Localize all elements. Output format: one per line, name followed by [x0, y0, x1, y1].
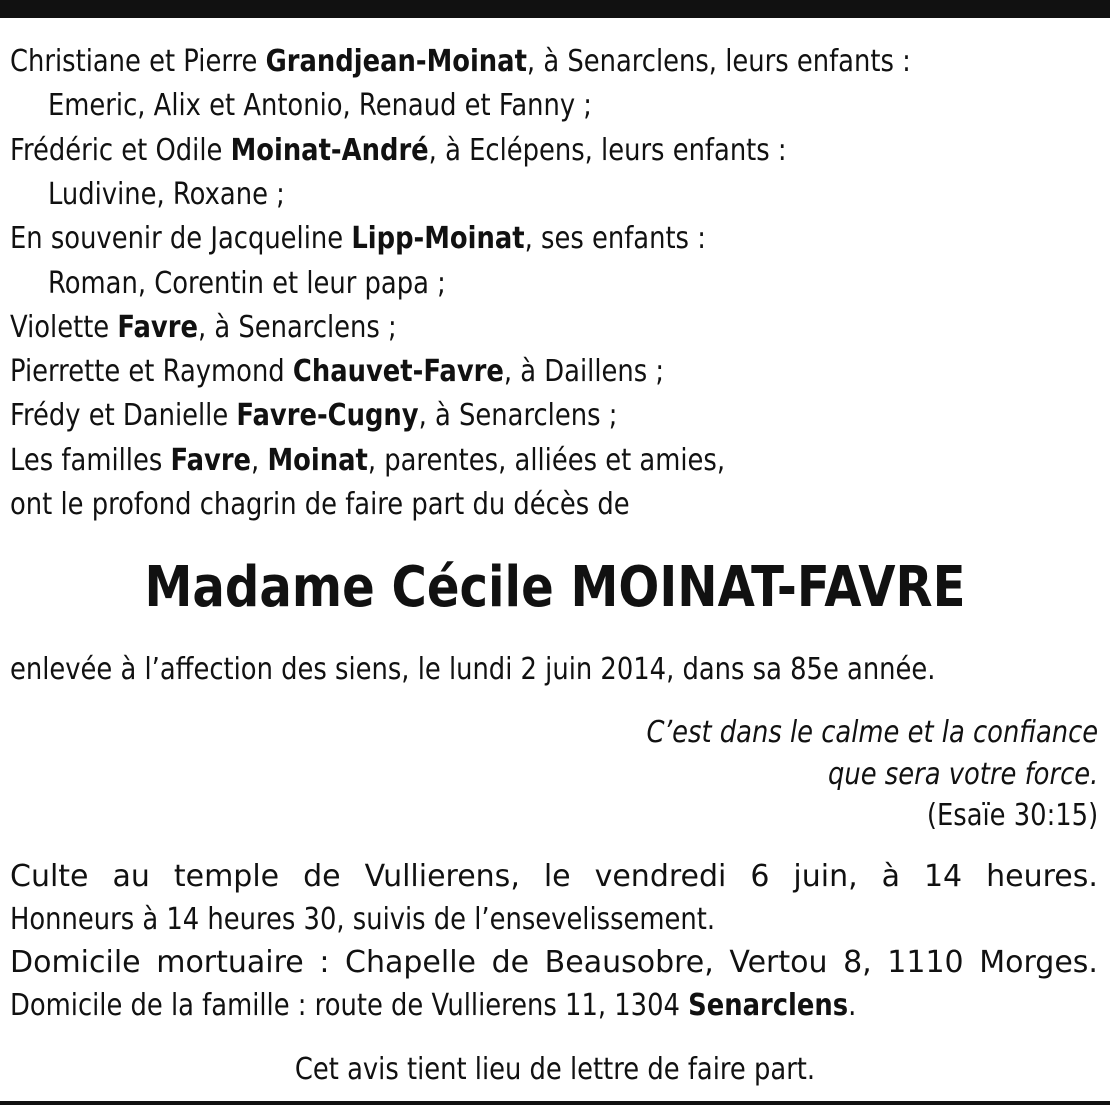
family-line-1: Christiane et Pierre Grandjean-Moinat, à Senarclens, leurs enfants :	[10, 44, 911, 79]
family-line-5: En souvenir de Jacqueline Lipp-Moinat, ses enfants :	[10, 221, 706, 256]
family-address-place: Senarclens	[688, 988, 849, 1023]
ceremony-word: Vullierens,	[364, 859, 520, 894]
mortuary-address-line	[10, 943, 1098, 983]
family-name: Chauvet-Favre	[292, 354, 504, 389]
ceremony-word: au	[112, 859, 150, 894]
family-name: Moinat	[267, 443, 368, 478]
ceremony-word: à	[881, 859, 900, 894]
ceremony-word: 14	[923, 859, 963, 894]
honours-line: Honneurs à 14 heures 30, suivis de l’ensevelissement.	[10, 902, 716, 937]
mortuary-word: :	[319, 945, 330, 980]
family-name: Grandjean-Moinat	[265, 44, 527, 79]
quote-line-2: que sera votre force.	[827, 757, 1098, 792]
mortuary-word: 8,	[843, 945, 872, 980]
ceremony-word: temple	[173, 859, 280, 894]
top-rule	[0, 0, 1110, 18]
mortuary-word: Domicile	[10, 945, 141, 980]
ceremony-word: heures.	[986, 859, 1098, 894]
family-line-8: Pierrette et Raymond Chauvet-Favre, à Daillens ;	[10, 354, 665, 389]
quote-reference: (Esaïe 30:15)	[926, 798, 1098, 833]
ceremony-word: Culte	[10, 859, 89, 894]
family-line-4: Ludivine, Roxane ;	[48, 177, 285, 212]
bottom-rule	[0, 1101, 1110, 1105]
family-address-line: Domicile de la famille : route de Vullierens 11, 1304 Senarclens.	[10, 988, 857, 1023]
family-line-6: Roman, Corentin et leur papa ;	[48, 266, 446, 301]
closing-note: Cet avis tient lieu de lettre de faire part.	[294, 1052, 816, 1087]
ceremony-line	[10, 857, 1098, 897]
quote-line-1: C’est dans le calme et la confiance	[646, 715, 1098, 750]
ceremony-word: vendredi	[594, 859, 727, 894]
family-line-2: Emeric, Alix et Antonio, Renaud et Fanny ;	[48, 88, 593, 123]
family-line-7: Violette Favre, à Senarclens ;	[10, 310, 397, 345]
family-name: Lipp-Moinat	[351, 221, 525, 256]
announcement-line: ont le profond chagrin de faire part du décès de	[10, 487, 630, 522]
mortuary-word: Beausobre,	[544, 945, 714, 980]
family-name: Moinat-André	[230, 133, 429, 168]
mortuary-word: Vertou	[729, 945, 828, 980]
ceremony-word: le	[543, 859, 571, 894]
family-name: Favre-Cugny	[236, 398, 419, 433]
deceased-name: Madame Cécile MOINAT-FAVRE	[144, 555, 966, 620]
ceremony-word: juin,	[793, 859, 858, 894]
mortuary-word: Morges.	[979, 945, 1098, 980]
family-name: Favre	[117, 310, 198, 345]
ceremony-word: de	[303, 859, 341, 894]
mortuary-word: de	[491, 945, 530, 980]
mortuary-word: mortuaire	[156, 945, 304, 980]
family-line-10: Les familles Favre, Moinat, parentes, alliées et amies,	[10, 443, 726, 478]
ceremony-word: 6	[750, 859, 770, 894]
family-name: Favre	[170, 443, 252, 478]
family-line-3: Frédéric et Odile Moinat-André, à Eclépens, leurs enfants :	[10, 133, 787, 168]
death-notice: enlevée à l’affection des siens, le lundi 2 juin 2014, dans sa 85e année.	[10, 652, 936, 687]
mortuary-word: 1110	[887, 945, 964, 980]
mortuary-word: Chapelle	[345, 945, 477, 980]
family-line-9: Frédy et Danielle Favre-Cugny, à Senarclens ;	[10, 398, 618, 433]
